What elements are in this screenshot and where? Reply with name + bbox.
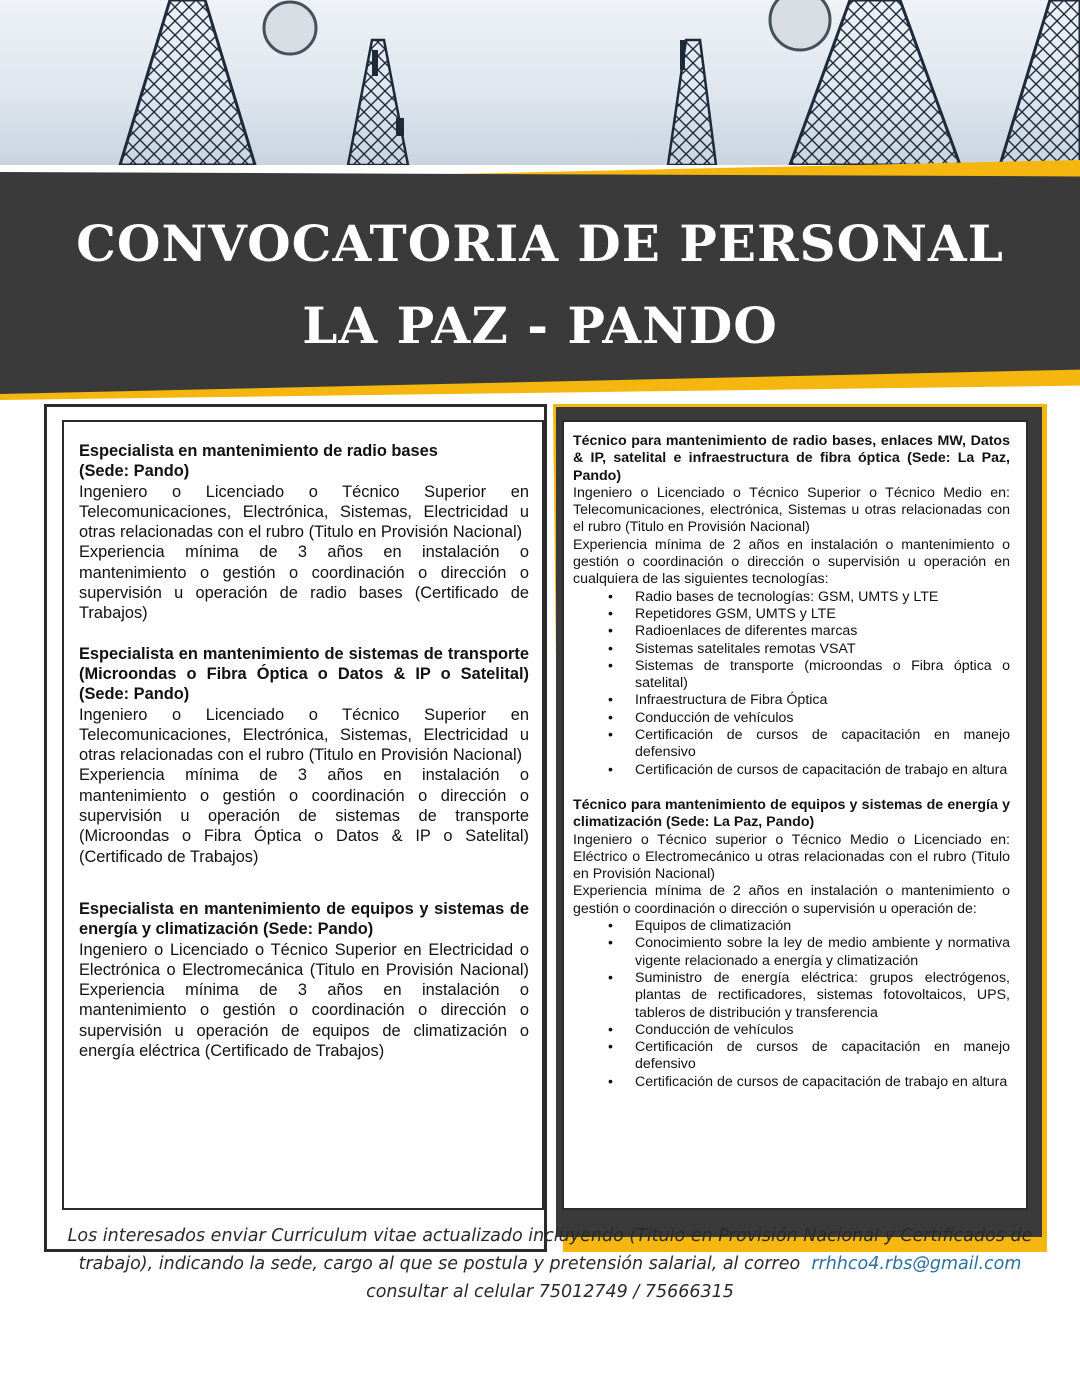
job-transport-systems — [79, 644, 529, 867]
job-radio-bases — [79, 441, 529, 624]
job-energy-climatization — [79, 899, 529, 1061]
footer-instructions — [60, 1222, 1040, 1306]
list-item: • Certificación de cursos de capacitación de trabajo en altura — [635, 762, 1010, 779]
job-title: Especialista en mantenimiento de radio bases — [79, 442, 438, 460]
list-item: • Conocimiento sobre la ley de medio ambiente y normativa vigente relacionado a energía y climatización — [635, 935, 1010, 970]
left-column-content — [79, 441, 529, 1061]
list-item: • Sistemas de transporte (microondas o Fibra óptica o satelital) — [635, 658, 1010, 693]
job-profile: Ingeniero o Licenciado o Técnico Superior en Telecomunicaciones, Electrónica, Sistemas, Electricidad u otras relacionadas con el rubro (Titulo en Provisión Nacional) — [79, 482, 529, 542]
job-title: Técnico para mantenimiento de equipos y sistemas de energía y climatización (Sede: La Paz, Pando) — [573, 796, 1010, 831]
job-profile: Ingeniero o Licenciado o Técnico Superior o Técnico Medio en: Telecomunicaciones, electrónica, Sistemas u otras relacionadas con el rubro (Titulo en Provisión Nacional) — [573, 484, 1010, 536]
list-item: • Sistemas satelitales remotas VSAT — [635, 641, 1010, 658]
list-item: • Infraestructura de Fibra Óptica — [635, 692, 1010, 709]
page-subtitle: LA PAZ - PANDO — [302, 296, 778, 355]
requirements-list — [573, 918, 1010, 1091]
list-item: • Suministro de energía eléctrica: grupos electrógenos, plantas de rectificadores, sistemas fotovoltaicos, UPS, tableros de distribución y transferencia — [635, 970, 1010, 1022]
right-column-content — [573, 433, 1010, 1091]
list-item: • Conducción de vehículos — [635, 710, 1010, 727]
job-title: Técnico para mantenimiento de radio bases, enlaces MW, Datos & IP, satelital e infraestructura de fibra óptica (Sede: La Paz, Pando) — [573, 433, 1010, 484]
job-experience: Experiencia mínima de 2 años en instalación o mantenimiento o gestión o coordinación o dirección o supervisión u operación de: — [573, 883, 1010, 917]
requirements-list — [573, 589, 1010, 779]
banner-dark-band — [0, 172, 1080, 394]
footer-line-2 — [60, 1250, 1040, 1278]
list-item: • Certificación de cursos de capacitación de trabajo en altura — [635, 1074, 1010, 1091]
job-profile: Ingeniero o Licenciado o Técnico Superior en Electricidad o Electrónica o Electromecánica (Titulo en Provisión Nacional) Experiencia mínima de 3 años en instalación o mantenimiento o gestión o coordinación o dirección o supervisión u operación de equipos de climatización o energía eléctrica (Certificado de Trabajos) — [79, 940, 529, 1061]
contact-email-link[interactable]: rrhhco4.rbs@gmail.com — [811, 1254, 1022, 1274]
job-experience: Experiencia mínima de 2 años en instalación o mantenimiento o gestión o coordinación o dirección o supervisión u operación en cualquiera de las siguientes tecnologías: — [573, 536, 1010, 588]
job-title: Especialista en mantenimiento de equipos y sistemas de energía y climatización (Sede: Pando) — [79, 899, 529, 939]
job-technician-energy — [573, 797, 1010, 1091]
list-item: • Radio bases de tecnologías: GSM, UMTS y LTE — [635, 589, 1010, 606]
list-item: • Equipos de climatización — [635, 918, 1010, 935]
page-title: CONVOCATORIA DE PERSONAL — [76, 214, 1004, 273]
list-item: • Certificación de cursos de capacitación en manejo defensivo — [635, 727, 1010, 762]
list-item: • Repetidores GSM, UMTS y LTE — [635, 606, 1010, 623]
job-technician-radio-bases — [573, 433, 1010, 779]
job-experience: Experiencia mínima de 3 años en instalación o mantenimiento o gestión o coordinación o dirección o supervisión u operación de sistemas de transporte (Microondas o Fibra Óptica o Datos & IP o Satelital) (Certificado de Trabajos) — [79, 766, 529, 866]
list-item: • Radioenlaces de diferentes marcas — [635, 623, 1010, 640]
job-experience: Experiencia mínima de 3 años en instalación o mantenimiento o gestión o coordinación o dirección o supervisión u operación de radio bases (Certificado de Trabajos) — [79, 543, 529, 623]
hero-image — [0, 0, 1080, 165]
job-profile: Ingeniero o Licenciado o Técnico Superior en Telecomunicaciones, Electrónica, Sistemas, Electricidad u otras relacionadas con el rubro (Titulo en Provisión Nacional) — [79, 705, 529, 765]
list-item: • Conducción de vehículos — [635, 1022, 1010, 1039]
job-profile: Ingeniero o Técnico superior o Técnico Medio o Licenciado en: Eléctrico o Electromecánico u otras relacionadas con el rubro (Titulo en Provisión Nacional) — [573, 831, 1010, 883]
footer-line-2-text: trabajo), indicando la sede, cargo al que se postula y pretensión salarial, al correo — [78, 1254, 801, 1274]
footer-line-3: consultar al celular 75012749 / 75666315 — [366, 1282, 734, 1302]
telecom-towers-illustration — [0, 0, 1080, 165]
list-item: • Certificación de cursos de capacitación en manejo defensivo — [635, 1039, 1010, 1074]
job-title: Especialista en mantenimiento de sistemas de transporte (Microondas o Fibra Óptica o Datos & IP o Satelital) (Sede: Pando) — [79, 644, 529, 704]
job-sede: (Sede: Pando) — [79, 462, 190, 481]
footer-line-1: Los interesados enviar Curriculum vitae actualizado incluyendo (Titulo en Provisión Nacional y Certificados de — [67, 1226, 1033, 1246]
